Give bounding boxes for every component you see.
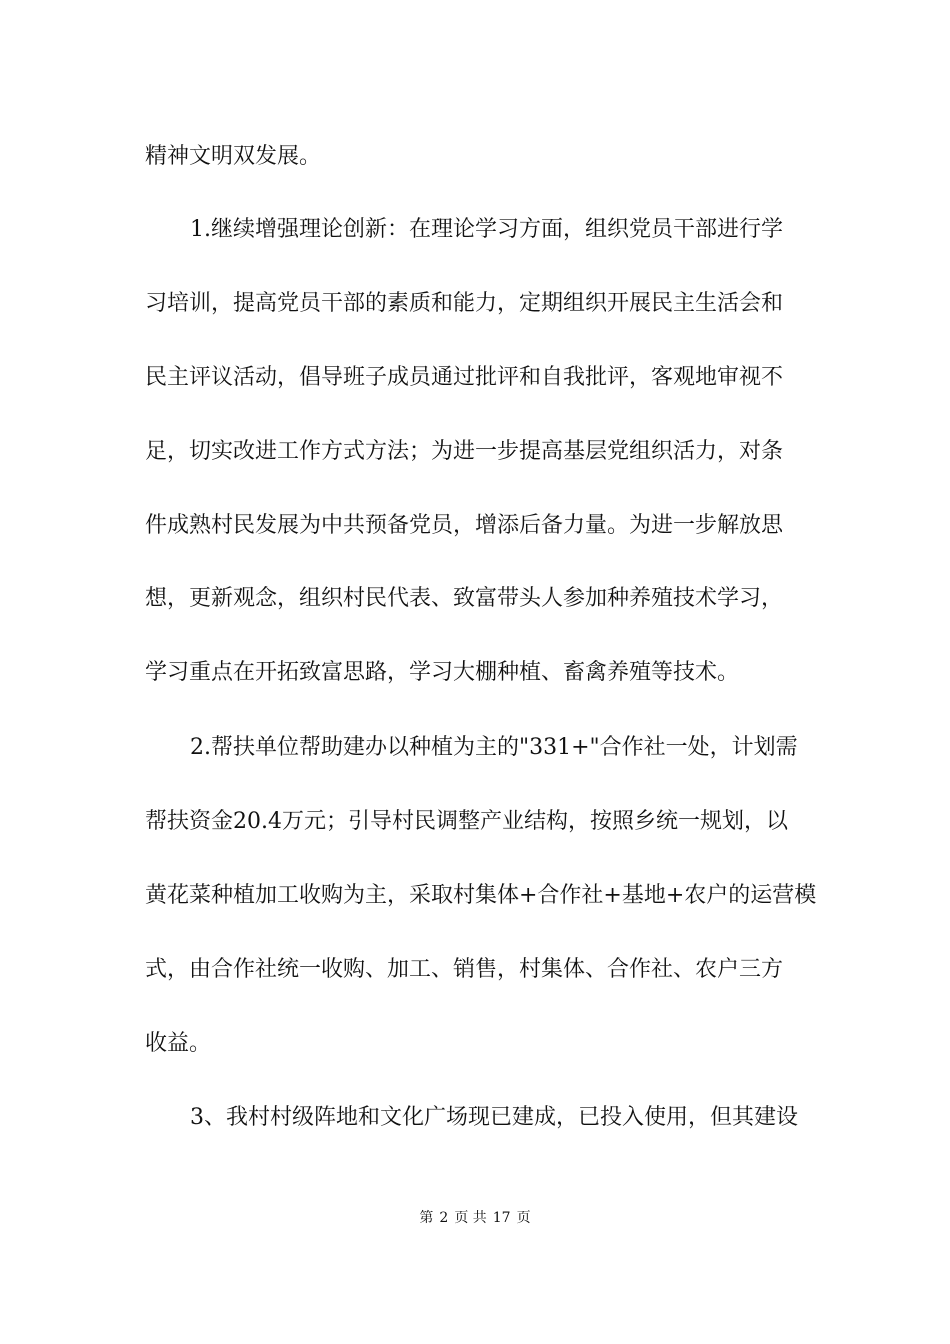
- page-footer: [0, 1208, 950, 1228]
- page-number: 2: [439, 1210, 449, 1226]
- line-text: 黄花菜种植加工收购为主，采取村集体+合作社+基地+农户的运营模: [145, 883, 817, 908]
- line-text: 3、我村村级阵地和文化广场现已建成，已投入使用，但其建设: [190, 1105, 798, 1130]
- line-text: 足，切实改进工作方式方法；为进一步提高基层党组织活力，对条: [145, 439, 784, 464]
- line-text: 习培训，提高党员干部的素质和能力，定期组织开展民主生活会和: [145, 291, 784, 316]
- line-text: 精神文明双发展。: [145, 144, 322, 169]
- line-text: 式，由合作社统一收购、加工、销售，村集体、合作社、农户三方: [145, 957, 784, 982]
- line-text: 2.帮扶单位帮助建办以种植为主的"331+"合作社一处，计划需: [190, 735, 798, 760]
- footer-suffix: 页: [516, 1210, 531, 1226]
- line-text: 件成熟村民发展为中共预备党员，增添后备力量。为进一步解放思: [145, 513, 784, 538]
- line-text: 想，更新观念，组织村民代表、致富带头人参加种养殖技术学习，: [145, 586, 784, 611]
- line-text: 学习重点在开拓致富思路，学习大棚种植、畜禽养殖等技术。: [145, 660, 740, 685]
- line-text: 1.继续增强理论创新：在理论学习方面，组织党员干部进行学: [190, 217, 783, 242]
- line-text: 民主评议活动，倡导班子成员通过批评和自我批评，客观地审视不: [145, 365, 784, 390]
- footer-middle: 页 共: [454, 1210, 487, 1226]
- line-text: 收益。: [145, 1031, 212, 1056]
- page-total: 17: [492, 1210, 511, 1226]
- footer-prefix: 第: [419, 1210, 434, 1226]
- line-text: 帮扶资金20.4万元；引导村民调整产业结构，按照乡统一规划，以: [145, 809, 788, 834]
